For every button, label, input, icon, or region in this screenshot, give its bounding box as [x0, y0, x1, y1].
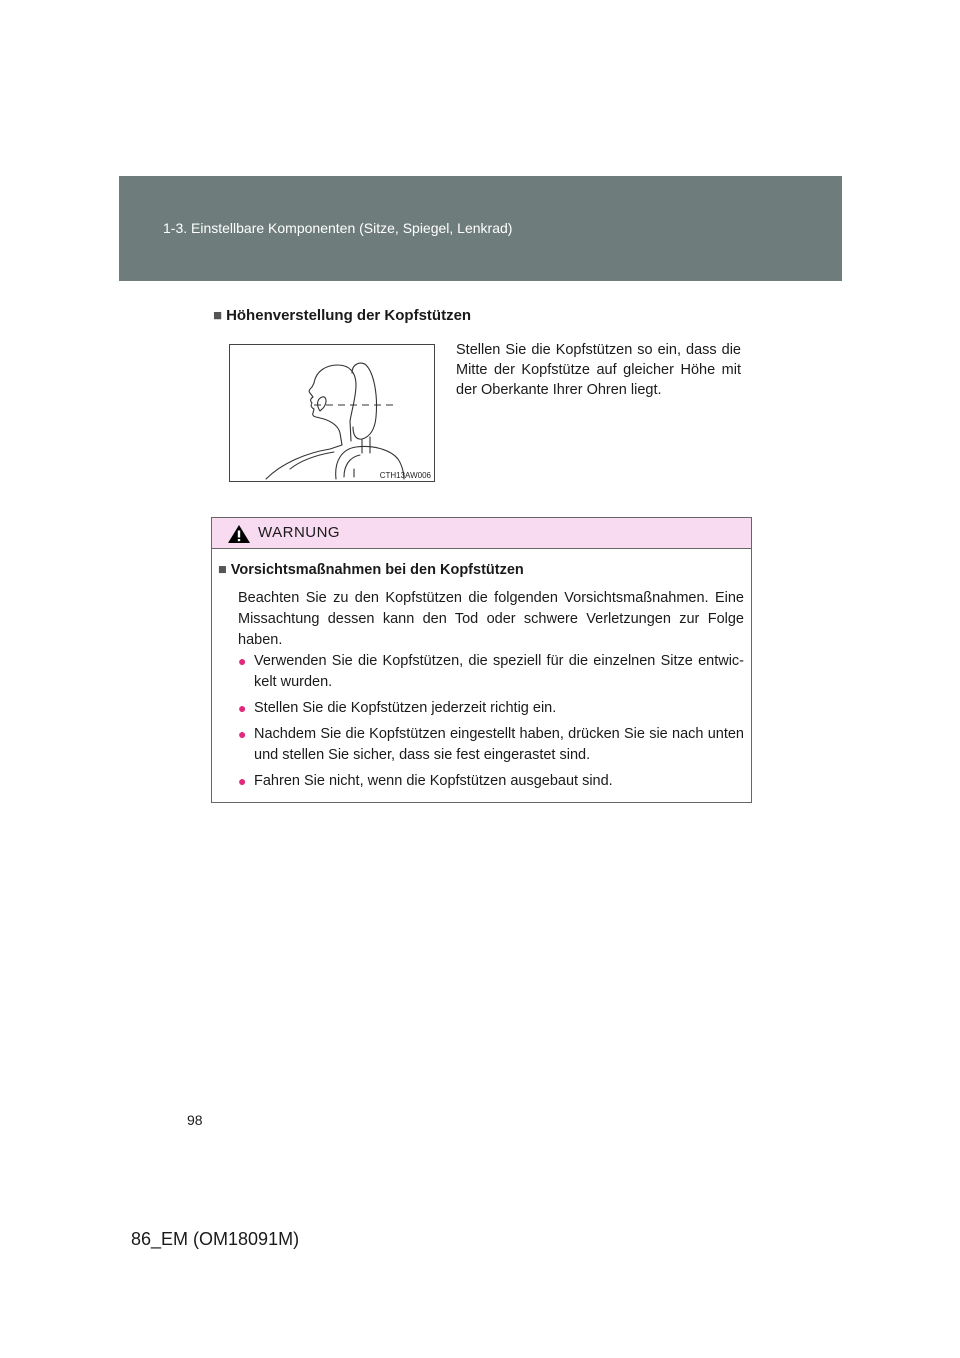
- figure-code: CTH13AW006: [379, 471, 431, 480]
- warning-item-text: Fahren Sie nicht, wenn die Kopfstützen ausgebaut sind.: [254, 773, 613, 789]
- warning-title-text: Vorsichtsmaßnahmen bei den Kopfstützen: [230, 562, 524, 578]
- circle-bullet-icon: ●: [238, 700, 247, 716]
- warning-header: [212, 518, 751, 549]
- warning-label: WARNUNG: [258, 524, 341, 541]
- warning-item: [238, 698, 744, 719]
- circle-bullet-icon: ●: [238, 773, 247, 789]
- circle-bullet-icon: ●: [238, 653, 247, 669]
- head-and-headrest-drawing: [230, 345, 434, 481]
- warning-item-text: Nachdem Sie die Kopfstützen eingestellt haben, drücken Sie sie nach unten und stellen Sie sicher, dass sie fest eingerastet sind.: [254, 726, 744, 763]
- warning-item: [238, 724, 744, 766]
- warning-item: [238, 771, 744, 792]
- warning-item-text: Stellen Sie die Kopfstützen jederzeit richtig ein.: [254, 700, 557, 716]
- circle-bullet-icon: ●: [238, 726, 247, 742]
- square-bullet-icon: ■: [218, 562, 227, 578]
- headrest-adjustment-description: Stellen Sie die Kopfstützen so ein, dass die Mitte der Kopfstütze auf gleicher Höhe mit der Oberkante Ihrer Ohren liegt.: [456, 342, 741, 398]
- chapter-title: 1-3. Einstellbare Komponenten (Sitze, Spiegel, Lenkrad): [163, 220, 513, 236]
- warning-item-text: Verwenden Sie die Kopfstützen, die speziell für die einzelnen Sitze entwic-kelt wurden.: [254, 653, 744, 690]
- section-title-text: Höhenverstellung der Kopfstützen: [226, 307, 472, 324]
- headrest-illustration: [229, 344, 435, 482]
- warning-box: [211, 517, 752, 803]
- section-title: [213, 307, 471, 324]
- warning-triangle-icon: [227, 524, 251, 544]
- warning-intro: Beachten Sie zu den Kopfstützen die folgenden Vorsichtsmaßnahmen. Eine Missachtung dessen kann den Tod oder schwere Verletzungen zur Folge haben.: [238, 590, 744, 648]
- document-code: 86_EM (OM18091M): [131, 1229, 300, 1249]
- warning-item: [238, 651, 744, 693]
- square-bullet-icon: ■: [213, 307, 223, 324]
- chapter-header: [119, 176, 842, 281]
- page-number: 98: [187, 1112, 203, 1128]
- warning-title: [218, 562, 524, 578]
